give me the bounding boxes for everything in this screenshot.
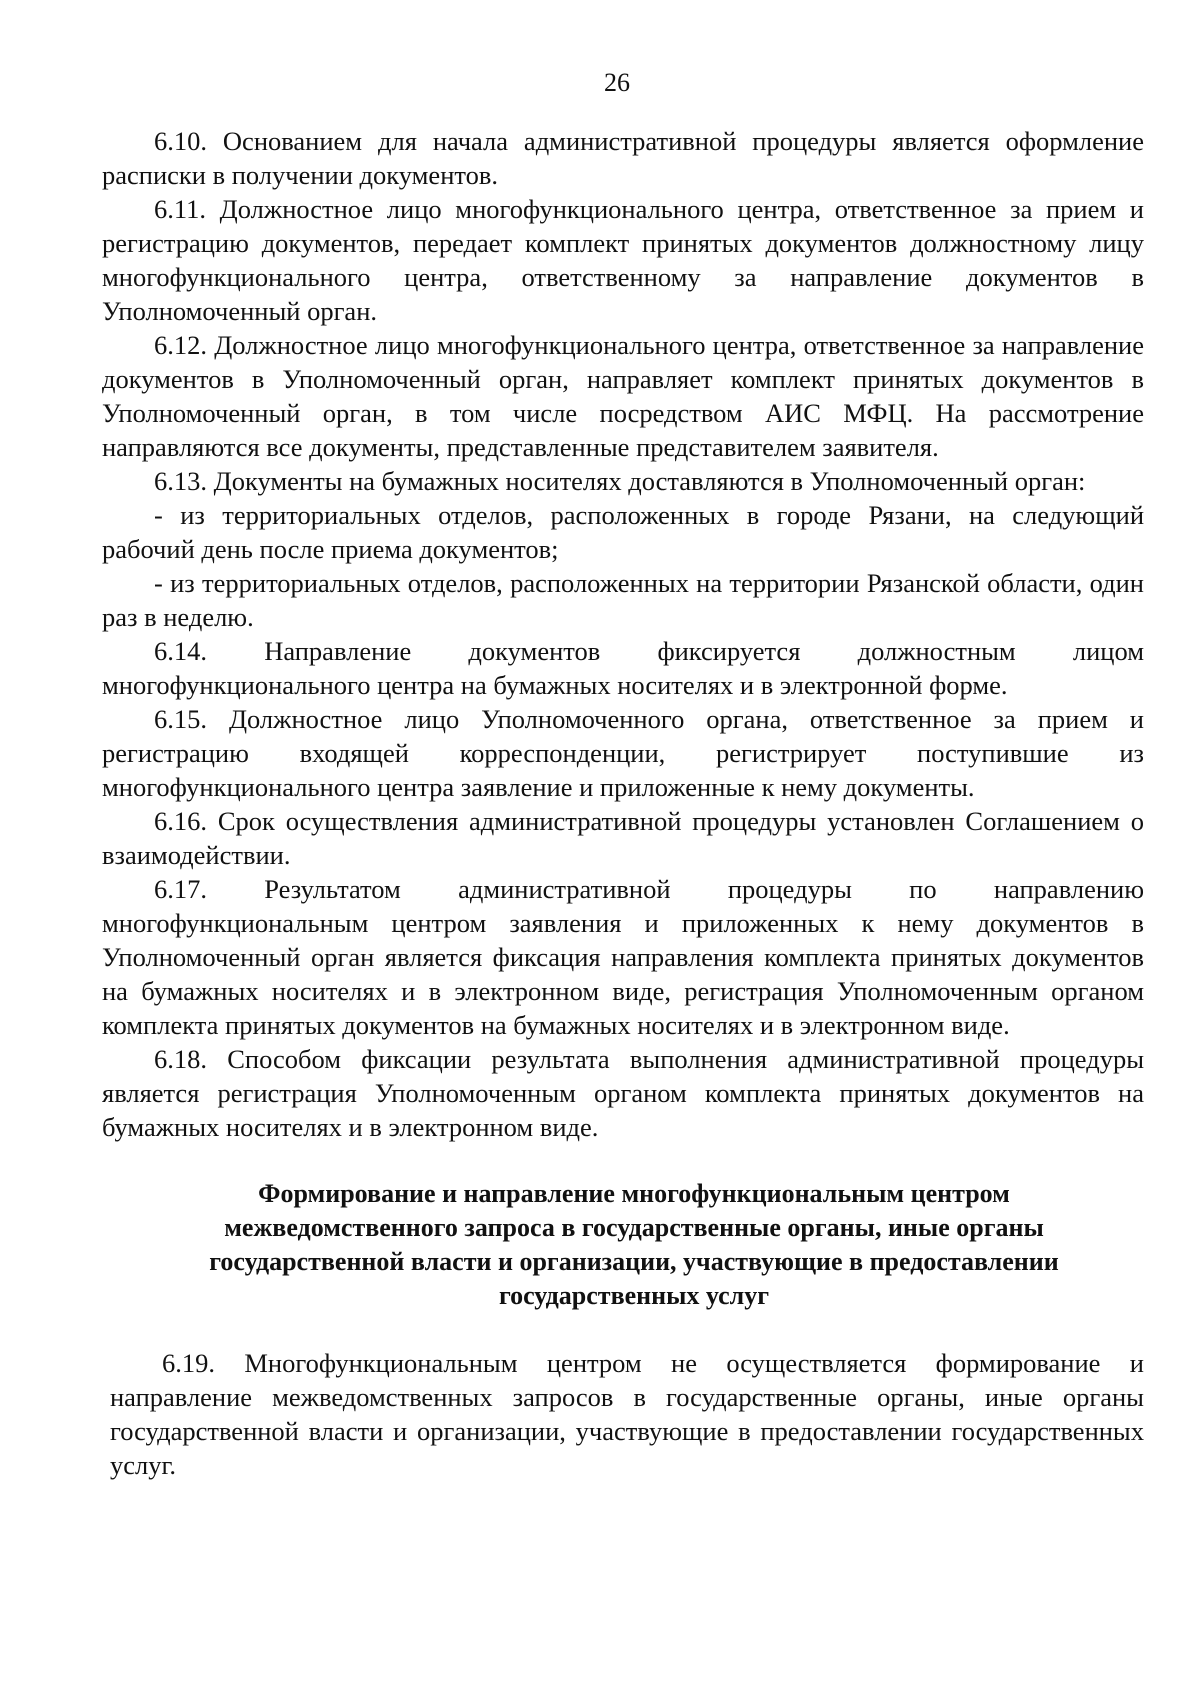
paragraph-6-13: 6.13. Документы на бумажных носителях доставляются в Уполномоченный орган: xyxy=(154,466,1086,496)
paragraph-6-10: 6.10. Основанием для начала административной процедуры является оформление расписки в получении документов. xyxy=(102,126,1144,190)
paragraph-6-12: 6.12. Должностное лицо многофункционального центра, ответственное за направление документов в Уполномоченный орган, направляет комплект принятых документов в Уполномоченный орган, в том числе посредством АИС МФЦ. На рассмотрение направляются все документы, представленные представителем заявителя. xyxy=(102,330,1144,462)
paragraph-6-15: 6.15. Должностное лицо Уполномоченного органа, ответственное за прием и регистрацию входящей корреспонденции, регистрирует поступившие из многофункционального центра заявление и приложенные к нему документы. xyxy=(102,704,1144,802)
document-body xyxy=(102,124,1144,1482)
paragraph-6-18: 6.18. Способом фиксации результата выполнения административной процедуры является регистрация Уполномоченным органом комплекта принятых документов на бумажных носителях и в электронном виде. xyxy=(102,1044,1144,1142)
paragraph-6-16: 6.16. Срок осуществления административной процедуры установлен Соглашением о взаимодействии. xyxy=(102,806,1144,870)
list-item-city-offices: - из территориальных отделов, расположенных в городе Рязани, на следующий рабочий день после приема документов; xyxy=(102,500,1144,564)
list-item-region-offices: - из территориальных отделов, расположенных на территории Рязанской области, один раз в неделю. xyxy=(102,568,1144,632)
section-heading: Формирование и направление многофункциональным центром межведомственного запроса в государственные органы, иные органы государственной власти и организации, участвующие в предоставлении государственных услуг xyxy=(209,1179,1059,1310)
paragraph-6-14: 6.14. Направление документов фиксируется должностным лицом многофункционального центра на бумажных носителях и в электронной форме. xyxy=(102,636,1144,700)
paragraph-6-17: 6.17. Результатом административной процедуры по направлению многофункциональным центром заявления и приложенных к нему документов в Уполномоченный орган является фиксация направления комплекта принятых документов на бумажных носителях и в электронном виде, регистрация Уполномоченным органом комплекта принятых документов на бумажных носителях и в электронном виде. xyxy=(102,874,1144,1040)
page-number: 26 xyxy=(604,68,630,97)
paragraph-6-11: 6.11. Должностное лицо многофункционального центра, ответственное за прием и регистрацию документов, передает комплект принятых документов должностному лицу многофункционального центра, ответственному за направление документов в Уполномоченный орган. xyxy=(102,194,1144,326)
paragraph-6-19: 6.19. Многофункциональным центром не осуществляется формирование и направление межведомственных запросов в государственные органы, иные органы государственной власти и организации, участвующие в предоставлении государственных услуг. xyxy=(110,1348,1144,1480)
